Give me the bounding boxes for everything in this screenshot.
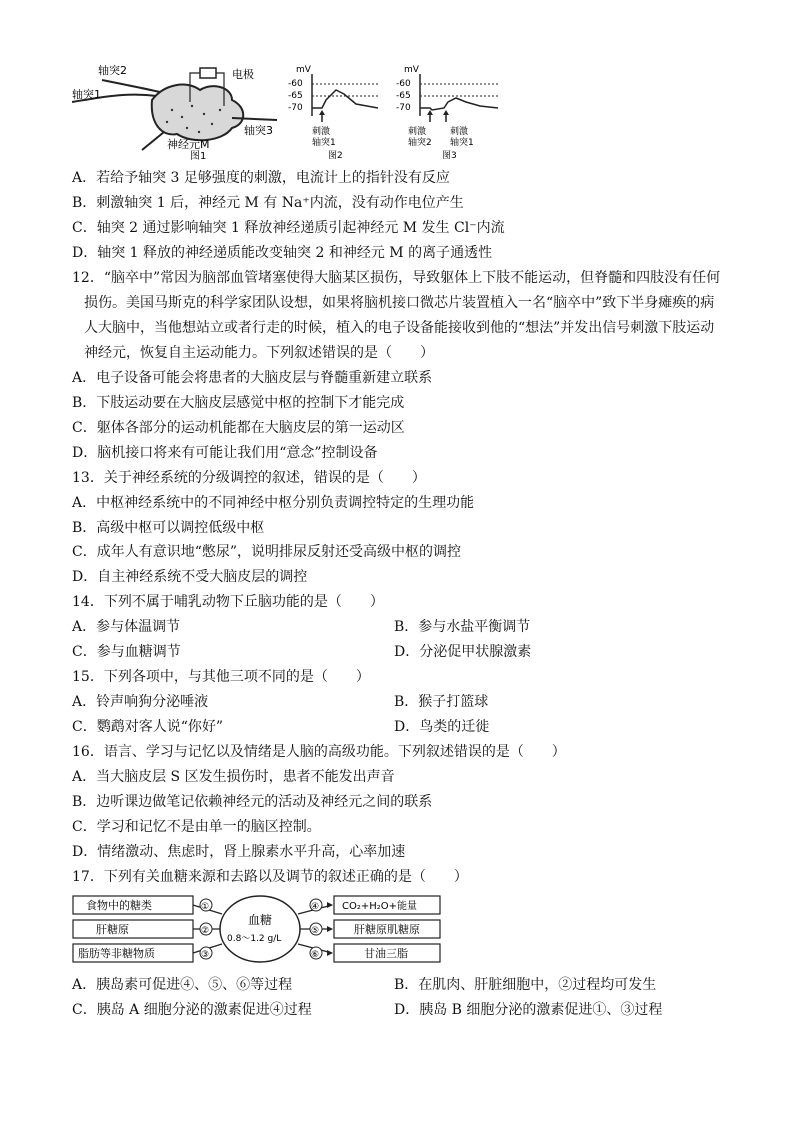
fig3-tick-70: -70 <box>396 103 411 113</box>
fig3-stim-a-axon: 轴突2 <box>408 138 432 148</box>
q11-option-a: A．若给予轴突 3 足够强度的刺激，电流计上的指针没有反应 <box>72 170 450 186</box>
fig3-tick-65: -65 <box>396 91 411 101</box>
fig3-tick-60: -60 <box>396 79 411 89</box>
process-2-label: ② <box>201 926 210 936</box>
q11-option-b: B．刺激轴突 1 后，神经元 M 有 Na⁺内流，没有动作电位产生 <box>72 195 464 211</box>
figure-3-potential-graph <box>394 64 504 160</box>
q13-option-b: B．高级中枢可以调控低级中枢 <box>72 520 265 536</box>
fig2-stim-label: 刺激 <box>312 127 331 137</box>
fig3-stim-b-axon: 轴突1 <box>450 138 474 148</box>
blood-glucose-range: 0.8～1.2 g/L <box>227 934 282 944</box>
blood-glucose-diagram <box>72 892 442 966</box>
fig2-stim-axon: 轴突1 <box>312 138 336 148</box>
q13-option-c: C．成年人有意识地“憋尿”，说明排尿反射还受高级中枢的调控 <box>72 544 462 560</box>
fig2-tick-65: -65 <box>288 91 303 101</box>
q14-stem: 14．下列不属于哺乳动物下丘脑功能的是（ ） <box>72 594 384 610</box>
glucose-source-nonsugar: 脂肪等非糖物质 <box>78 947 155 960</box>
q12-option-d: D．脑机接口将来有可能让我们用“意念”控制设备 <box>72 445 378 461</box>
blood-glucose-title: 血糖 <box>248 913 273 927</box>
q11-option-d: D．轴突 1 释放的神经递质能改变轴突 2 和神经元 M 的离子通透性 <box>72 245 493 261</box>
q12-stem-line1: 12．“脑卒中”常因为脑部血管堵塞使得大脑某区损伤，导致躯体上下肢不能运动，但脊髓和四肢没有任何 <box>72 270 721 286</box>
glucose-fate-respiration: CO₂+H₂O+能量 <box>342 901 418 912</box>
fig1-label-axon2: 轴突2 <box>98 64 127 77</box>
q14-option-c: C．参与血糖调节 <box>72 644 181 660</box>
q12-stem-line2: 损伤。美国马斯克的科学家团队设想，如果将脑机接口微芯片装置植入一名“脑卒中”致下半身瘫痪的病 <box>84 295 715 311</box>
fig1-label-electrode: 电极 <box>232 68 254 81</box>
q12-stem-line3: 人大脑中，当他想站立或者行走的时候，植入的电子设备能接收到他的“想法”并发出信号刺激下肢运动 <box>84 320 715 336</box>
glucose-source-glycogen: 肝糖原 <box>96 923 129 936</box>
q12-option-a: A．电子设备可能会将患者的大脑皮层与脊髓重新建立联系 <box>72 370 433 386</box>
q16-option-b: B．边听课边做笔记依赖神经元的活动及神经元之间的联系 <box>72 794 433 810</box>
fig1-label-axon3: 轴突3 <box>244 124 273 137</box>
q12-stem-line4: 神经元，恢复自主运动能力。下列叙述错误的是（ ） <box>84 345 434 361</box>
q16-stem: 16．语言、学习与记忆以及情绪是人脑的高级功能。下列叙述错误的是（ ） <box>72 744 566 760</box>
fig2-tick-60: -60 <box>288 79 303 89</box>
q17-option-a: A．胰岛素可促进④、⑤、⑥等过程 <box>72 977 293 993</box>
q17-option-d: D．胰岛 B 细胞分泌的激素促进①、③过程 <box>394 1002 663 1018</box>
fig2-unit: mV <box>296 65 311 75</box>
q15-option-a: A．铃声响狗分泌唾液 <box>72 694 209 710</box>
q13-option-a: A．中枢神经系统中的不同神经中枢分别负责调控特定的生理功能 <box>72 495 475 511</box>
fig3-stim-b-label: 刺激 <box>450 127 469 137</box>
process-4-label: ④ <box>311 902 320 912</box>
figure-1-neuron-diagram <box>72 62 287 160</box>
q13-stem: 13．关于神经系统的分级调控的叙述，错误的是（ ） <box>72 470 426 486</box>
q17-option-b: B．在肌肉、肝脏细胞中，②过程均可发生 <box>394 977 657 993</box>
q15-option-d: D．鸟类的迁徙 <box>394 719 490 735</box>
fig2-caption: 图2 <box>328 151 343 160</box>
process-3-label: ③ <box>201 950 210 960</box>
process-6-label: ⑥ <box>311 950 320 960</box>
glucose-fate-glycogen: 肝糖原肌糖原 <box>354 923 420 936</box>
glucose-source-food: 食物中的糖类 <box>86 899 152 912</box>
q15-option-c: C．鹦鹉对客人说“你好” <box>72 719 224 735</box>
q11-option-c: C．轴突 2 通过影响轴突 1 释放神经递质引起神经元 M 发生 Cl⁻内流 <box>72 220 505 236</box>
fig1-label-neuron: 神经元M <box>167 138 210 151</box>
process-5-label: ⑤ <box>311 926 320 936</box>
q14-option-a: A．参与体温调节 <box>72 619 181 635</box>
q14-option-d: D．分泌促甲状腺激素 <box>394 644 532 660</box>
q16-option-d: D．情绪激动、焦虑时，肾上腺素水平升高，心率加速 <box>72 844 406 860</box>
q14-option-b: B．参与水盐平衡调节 <box>394 619 531 635</box>
fig3-unit: mV <box>404 65 419 75</box>
fig3-stim-a-label: 刺激 <box>408 127 427 137</box>
q16-option-a: A．当大脑皮层 S 区发生损伤时，患者不能发出声音 <box>72 769 395 785</box>
figure-2-potential-graph <box>286 64 382 160</box>
q12-option-c: C．躯体各部分的运动机能都在大脑皮层的第一运动区 <box>72 420 405 436</box>
q15-option-b: B．猴子打篮球 <box>394 694 489 710</box>
fig2-tick-70: -70 <box>288 103 303 113</box>
q13-option-d: D．自主神经系统不受大脑皮层的调控 <box>72 569 308 585</box>
fig1-label-axon1: 轴突1 <box>72 88 101 101</box>
fig1-caption: 图1 <box>190 151 207 160</box>
q17-stem: 17．下列有关血糖来源和去路以及调节的叙述正确的是（ ） <box>72 869 468 885</box>
q15-stem: 15．下列各项中，与其他三项不同的是（ ） <box>72 669 370 685</box>
q17-option-c: C．胰岛 A 细胞分泌的激素促进④过程 <box>72 1002 312 1018</box>
glucose-fate-fat: 甘油三脂 <box>364 947 408 960</box>
process-1-label: ① <box>201 902 210 912</box>
fig3-caption: 图3 <box>442 151 457 160</box>
q16-option-c: C．学习和记忆不是由单一的脑区控制。 <box>72 819 321 835</box>
q12-option-b: B．下肢运动要在大脑皮层感觉中枢的控制下才能完成 <box>72 395 405 411</box>
